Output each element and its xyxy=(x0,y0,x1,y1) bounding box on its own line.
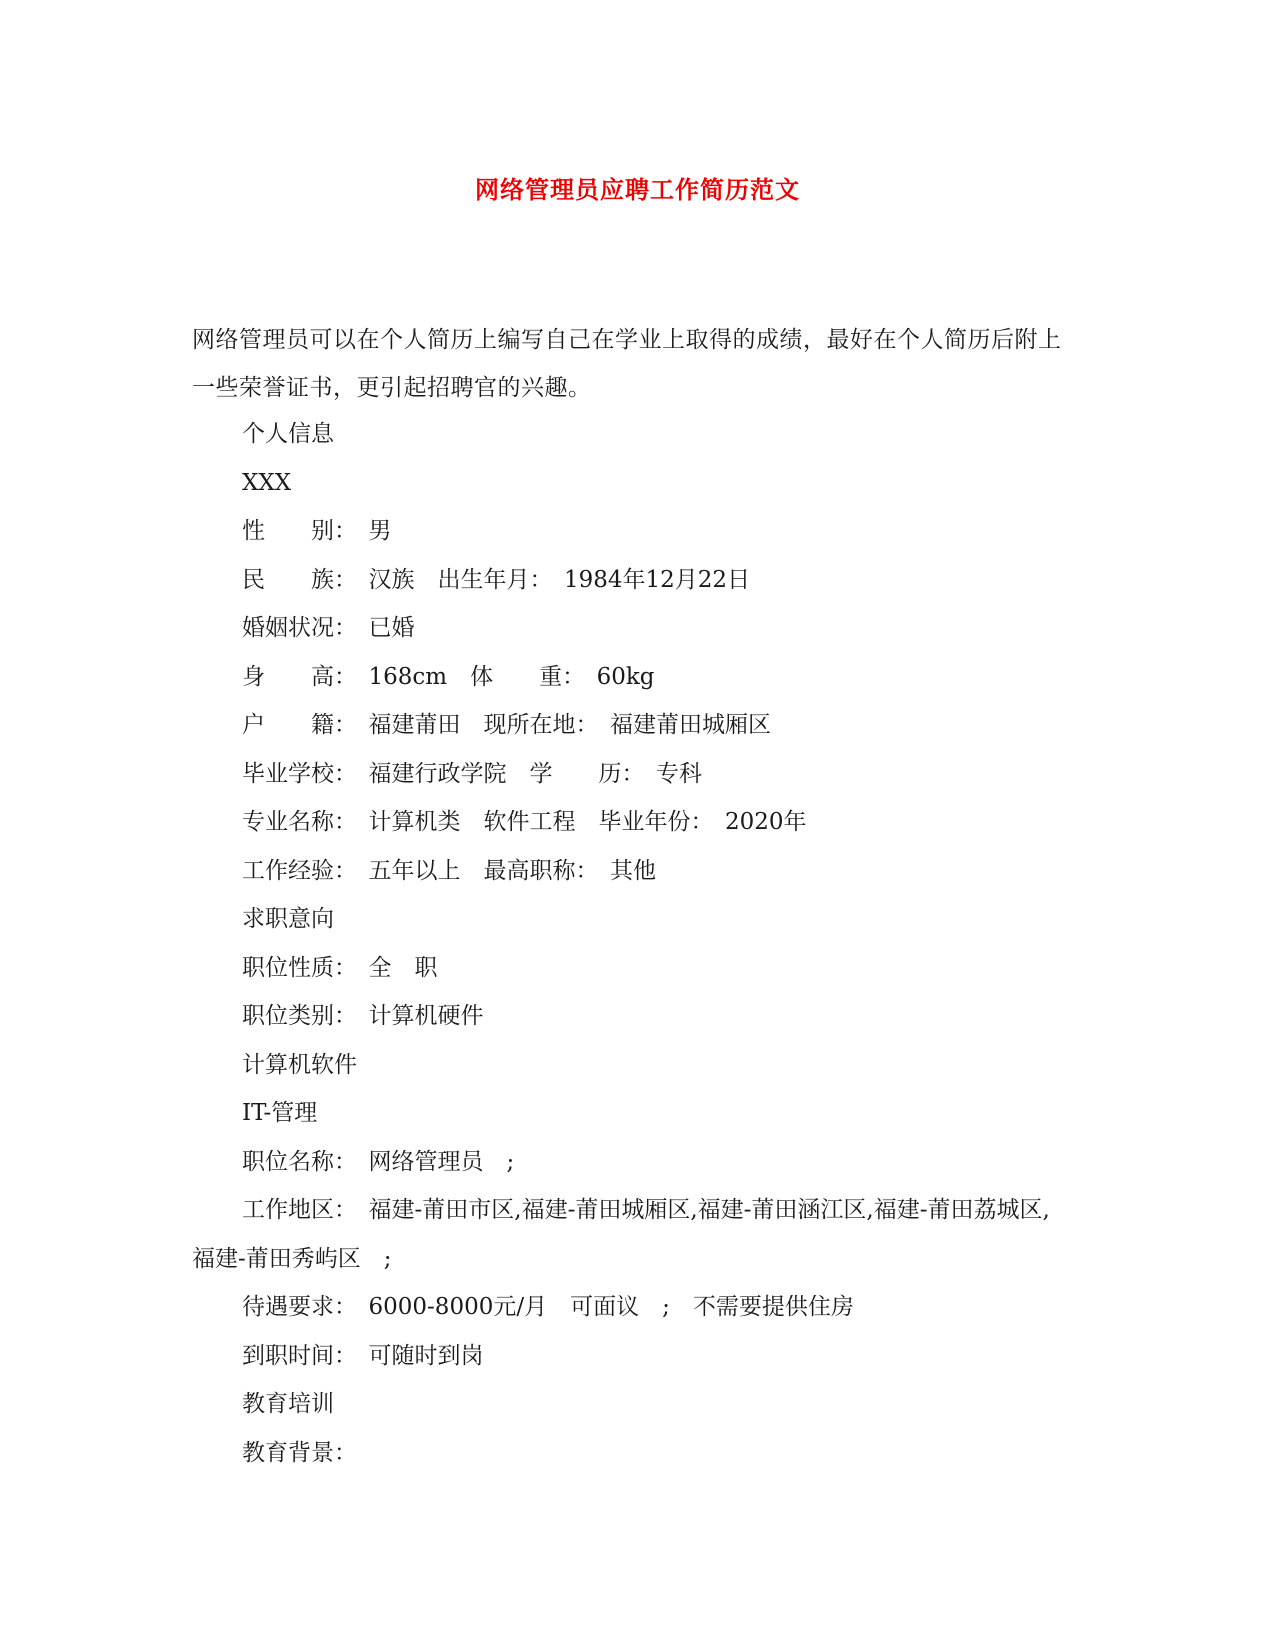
field-school-degree: 毕业学校： 福建行政学院 学 历： 专科 xyxy=(242,760,702,787)
field-job-category: 职位类别： 计算机硬件 xyxy=(242,1003,484,1029)
field-experience-title: 工作经验： 五年以上 最高职称： 其他 xyxy=(242,857,656,884)
field-job-title: 职位名称： 网络管理员 ; xyxy=(242,1148,515,1175)
section-heading-education: 教育培训 xyxy=(242,1391,334,1417)
resume-body xyxy=(192,410,1072,1477)
field-work-area: 工作地区： 福建-莆田市区,福建-莆田城厢区,福建-莆田涵江区,福建-莆田荔城区,福建-莆田秀屿区 ; xyxy=(192,1197,1050,1272)
field-household-location: 户 籍： 福建莆田 现所在地： 福建莆田城厢区 xyxy=(242,712,771,738)
field-height-weight: 身 高： 168cm 体 重： 60kg xyxy=(242,663,655,690)
resume-name: XXX xyxy=(242,469,292,496)
field-education-background: 教育背景： xyxy=(242,1439,357,1466)
field-major-graduation: 专业名称： 计算机类 软件工程 毕业年份： 2020年 xyxy=(242,809,807,835)
field-ethnicity-birthdate: 民 族： 汉族 出生年月： 1984年12月22日 xyxy=(242,566,751,593)
job-category-it-management: IT-管理 xyxy=(242,1100,318,1126)
section-heading-personal-info: 个人信息 xyxy=(242,421,334,447)
field-job-nature: 职位性质： 全 职 xyxy=(242,954,438,981)
field-marital-status: 婚姻状况： 已婚 xyxy=(242,615,415,641)
intro-paragraph: 网络管理员可以在个人简历上编写自己在学业上取得的成绩，最好在个人简历后附上一些荣誉证书，更引起招聘官的兴趣。 xyxy=(192,327,1062,401)
field-start-date: 到职时间： 可随时到岗 xyxy=(242,1342,484,1369)
section-heading-job-intention: 求职意向 xyxy=(242,906,334,932)
field-salary: 待遇要求： 6000-8000元/月 可面议 ; 不需要提供住房 xyxy=(242,1294,854,1320)
document-title: 网络管理员应聘工作简历范文 xyxy=(475,175,800,204)
field-gender: 性 别： 男 xyxy=(242,518,392,544)
job-category-software: 计算机软件 xyxy=(242,1051,357,1078)
